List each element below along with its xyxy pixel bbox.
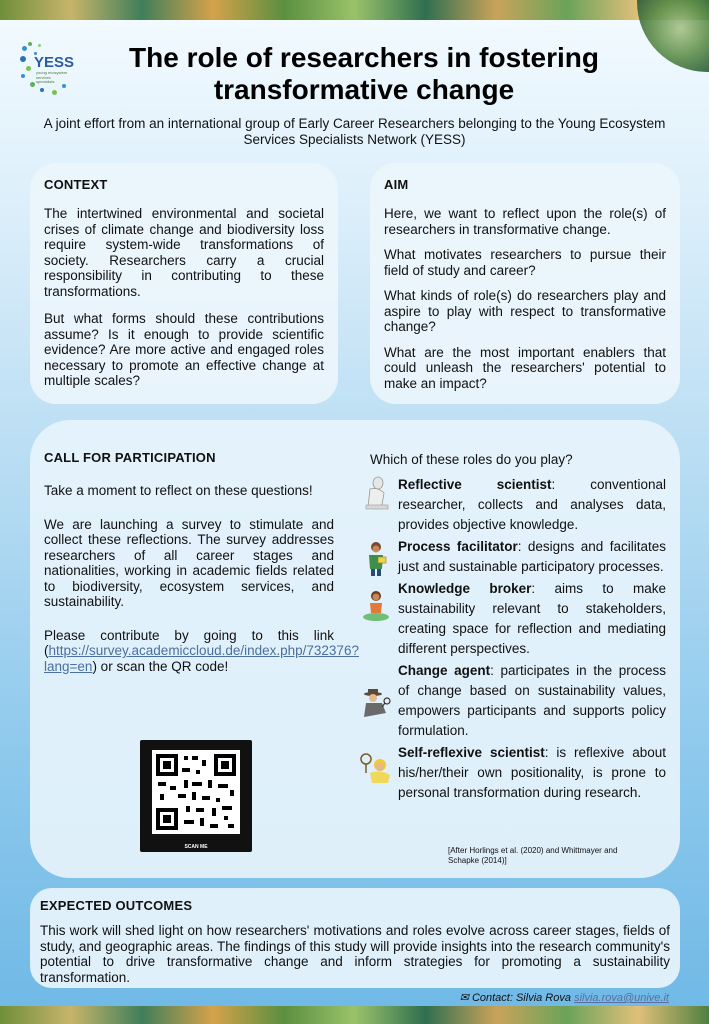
contact-label: ✉ Contact: Silvia Rova — [459, 992, 571, 1004]
mirror-person-icon — [360, 751, 392, 787]
qr-code[interactable] — [140, 740, 252, 852]
leaf-decoration — [637, 0, 709, 72]
detective-icon — [360, 689, 392, 725]
call-paragraph-2: We are launching a survey to stimulate and collect these reflections. The survey addresses researchers of all career stages and nationalities, working in academic fields related to biodiversity, ecosystem services, and sustainability. — [44, 516, 334, 609]
qr-pattern-icon — [152, 750, 240, 834]
contact-line — [460, 991, 669, 1004]
poster-title: The role of researchers in fostering transformative change — [129, 42, 599, 105]
yess-logo — [18, 40, 76, 98]
outcomes-text: This work will shed light on how researchers' motivations and roles evolve across career stages, fields of study, and geographic areas. The findings of this study will provide insights into the research community's potential to drive transformative change and inform strategies for promoting a sustainability transformation. — [40, 923, 670, 985]
qr-label: SCAN ME — [184, 844, 208, 850]
logo-text: YESS — [34, 54, 75, 71]
role-self-reflexive-scientist: Self-reflexive scientist: is reflexive about his/her/their own positionality, is prone to personal transformation during research. — [370, 743, 666, 803]
facilitator-icon — [360, 541, 392, 577]
aim-paragraph-1: Here, we want to reflect upon the role(s) of researchers in transformative change. — [384, 206, 666, 237]
context-heading: CONTEXT — [44, 177, 108, 192]
role-change-agent: Change agent: participates in the process of change based on sustainability values, empowers participants and supports policy formulation. — [370, 661, 666, 741]
aim-question-1: What motivates researchers to pursue their field of study and career? — [384, 247, 666, 278]
role-knowledge-broker: Knowledge broker: aims to make sustainability relevant to stakeholders, creating space for reflection and mediating different perspectives. — [370, 579, 666, 659]
outcomes-heading: EXPECTED OUTCOMES — [40, 898, 193, 913]
context-section — [30, 163, 338, 404]
aim-heading: AIM — [384, 177, 409, 192]
call-paragraph-3: Please contribute by going to this link (https://survey.academiccloud.de/index.php/732376?lang=en) or scan the QR code! — [44, 627, 359, 674]
context-paragraph-2: But what forms should these contributions assume? Is it enough to provide scientific evidence? Are more active and engaged roles necessary to promote an effective change at multiple scales? — [44, 311, 324, 388]
roles-reference: [After Horlings et al. (2020) and Whittmayer and Schapke (2014)] — [448, 846, 618, 865]
call-heading: CALL FOR PARTICIPATION — [44, 450, 216, 465]
roles-intro: Which of these roles do you play? — [370, 452, 573, 467]
call-paragraph-1: Take a moment to reflect on these questions! — [44, 483, 313, 498]
aim-section — [370, 163, 680, 404]
role-process-facilitator: Process facilitator: designs and facilitates just and sustainable participatory processes. — [370, 537, 666, 577]
contact-email-link[interactable]: silvia.rova@unive.it — [574, 992, 669, 1004]
logo-subtext: young ecosystem services specialists — [36, 70, 68, 84]
call-for-participation-section — [30, 420, 680, 878]
top-nature-strip — [0, 0, 709, 20]
role-reflective-scientist: Reflective scientist: conventional researcher, collects and analyses data, provides objective knowledge. — [370, 475, 666, 535]
bottom-nature-strip — [0, 1006, 709, 1024]
thinker-icon — [360, 475, 392, 511]
survey-link[interactable]: https://survey.academiccloud.de/index.php/732376?lang=en — [44, 643, 359, 674]
aim-question-3: What are the most important enablers that could unleash the researchers' potential to make an impact? — [384, 344, 666, 391]
meditating-person-icon — [360, 589, 392, 625]
aim-question-2: What kinds of role(s) do researchers play and aspire to play with respect to transformative change? — [384, 288, 666, 334]
poster-subtitle: A joint effort from an international group of Early Career Researchers belonging to the Young Ecosystem Services Specialists Network (YESS) — [43, 116, 666, 147]
context-paragraph-1: The intertwined environmental and societal crises of climate change and biodiversity loss require system-wide transformations of society. Researchers carry a crucial responsibility in contributing to these transformations. — [44, 206, 324, 299]
expected-outcomes-section — [30, 888, 680, 988]
